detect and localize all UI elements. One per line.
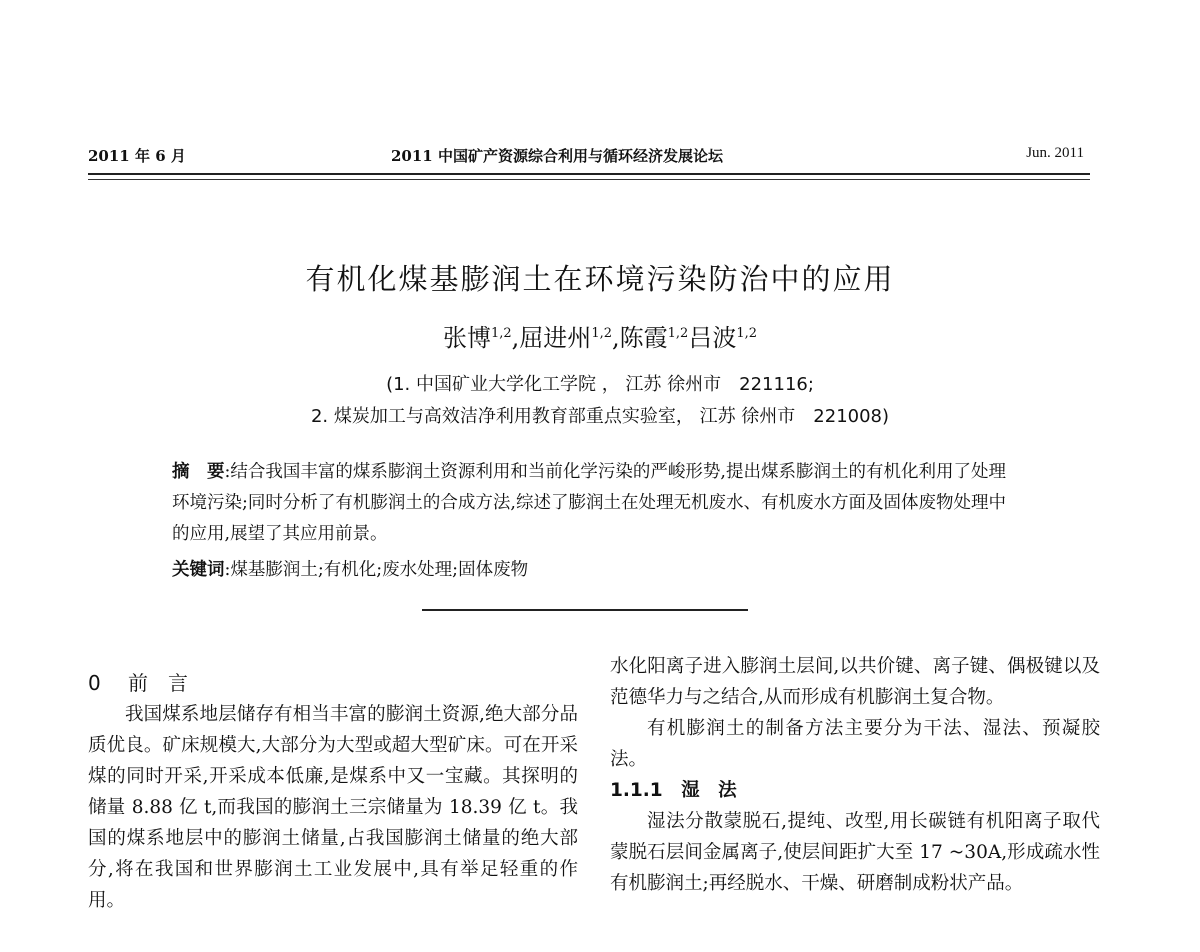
section-title-char: 前: [128, 671, 148, 695]
paper-title: 有机化煤基膨润土在环境污染防治中的应用: [305, 262, 895, 296]
author-name: 张博: [442, 324, 491, 352]
affiliation-1: (1. 中国矿业大学化工学院 ， 江苏 徐州市 221116;: [386, 374, 814, 395]
keywords-text: :煤基膨润土;有机化;废水处理;固体废物: [224, 560, 529, 580]
header-date: 2011 年 6 月: [88, 147, 186, 165]
author-name: 屈进州: [519, 324, 592, 352]
header-journal: 2011 中国矿产资源综合利用与循环经济发展论坛: [391, 147, 723, 165]
keywords-label: 关键词: [172, 560, 225, 580]
section-heading-intro: [88, 667, 188, 696]
body-paragraph: 湿法分散蒙脱石,提纯、改型,用长碳链有机阳离子取代蒙脱石层间金属离子,使层间距扩大至 17 ~30A,形成疏水性有机膨润土;再经脱水、干燥、研磨制成粉状产品。: [610, 811, 1100, 894]
author-affil-mark: 1,2: [591, 326, 612, 341]
abstract-label: 摘 要: [172, 462, 225, 482]
section-title-char: 言: [168, 671, 188, 695]
author-name: 陈霞: [619, 324, 668, 352]
intro-paragraph: 我国煤系地层储存有相当丰富的膨润土资源,绝大部分品质优良。矿床规模大,大部分为大型或超大型矿床。可在开采煤的同时开采,开采成本低廉,是煤系中又一宝藏。其探明的储量 8.88 亿 t,而我国的膨润土三宗储量为 18.39 亿 t。我国的煤系地层中的膨润土储量,占我国膨润土储量的绝大部分,将在我国和世界膨润土工业发展中,具有举足轻重的作用。: [88, 704, 578, 911]
author-separator: ,: [612, 324, 620, 352]
author-affil-mark: 1,2: [736, 326, 758, 341]
abstract-separator: [422, 609, 748, 611]
author-name: 吕波: [688, 324, 737, 352]
header-rule-top: [88, 173, 1090, 175]
abstract-text: :结合我国丰富的煤系膨润土资源利用和当前化学污染的严峻形势,提出煤系膨润土的有机化利用了处理环境污染;同时分析了有机膨润土的合成方法,综述了膨润土在处理无机废水、有机废水方面及固体废物处理中的应用,展望了其应用前景。: [172, 462, 1006, 544]
body-paragraph: 有机膨润土的制备方法主要分为干法、湿法、预凝胶法。: [610, 718, 1100, 770]
author-affil-mark: 1,2: [667, 326, 689, 341]
affiliation-2: 2. 煤炭加工与高效洁净利用教育部重点实验室， 江苏 徐州市 221008): [310, 406, 890, 427]
left-column: [88, 699, 578, 916]
author-affil-mark: 1,2: [490, 326, 512, 341]
author-separator: ,: [511, 324, 520, 352]
abstract: [172, 457, 1012, 550]
body-paragraph: 水化阳离子进入膨润土层间,以共价键、离子键、偶极键以及范德华力与之结合,从而形成有机膨润土复合物。: [610, 656, 1100, 708]
header-date-en: Jun. 2011: [1026, 145, 1084, 161]
right-column: [610, 651, 1100, 899]
section-number: 0: [88, 671, 101, 695]
subsection-heading: 1.1.1 湿 法: [610, 780, 737, 801]
author-list: [0, 318, 1200, 353]
header-rule-bottom: [88, 179, 1090, 180]
keywords: [172, 556, 528, 581]
